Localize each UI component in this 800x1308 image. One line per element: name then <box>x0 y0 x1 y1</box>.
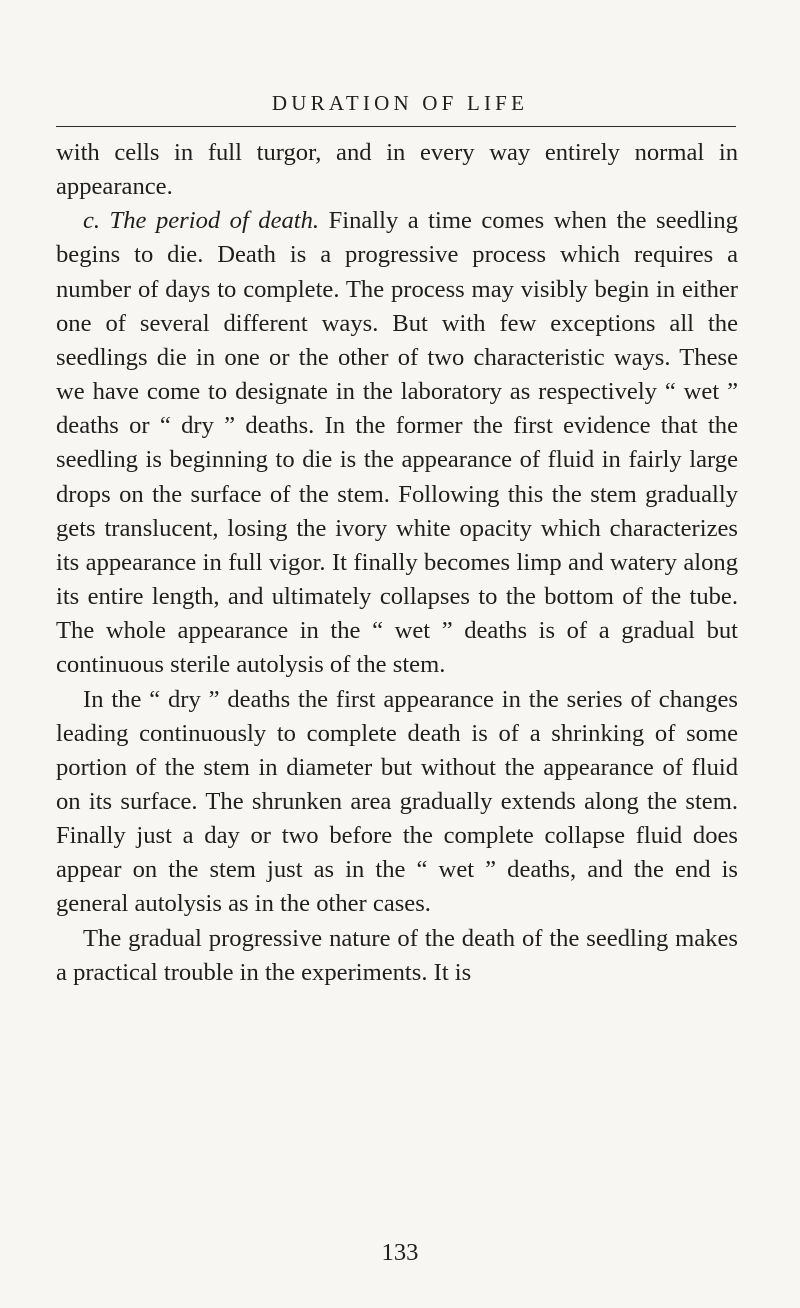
paragraph-dry-deaths <box>56 683 738 922</box>
paragraph-continuation <box>56 136 738 204</box>
body-text <box>56 136 738 990</box>
paragraph-period-of-death <box>56 204 738 682</box>
running-head: DURATION OF LIFE <box>271 91 529 115</box>
paragraph-gradual-progressive <box>56 922 738 990</box>
header-rule <box>56 126 736 127</box>
paragraph-text: with cells in full turgor, and in every way entirely normal in appearance. <box>56 139 738 201</box>
section-label: c. The period of death. <box>83 207 320 235</box>
paragraph-text: The gradual progressive nature of the death of the seedling makes a practical trouble in the experiments. It is <box>56 924 738 986</box>
page-number: 133 <box>381 1239 419 1266</box>
paragraph-text: Finally a time comes when the seedling begins to die. Death is a progressive process which requires a number of days to complete. The process may visibly begin in either one of several different ways. But with few exceptions all the seedlings die in one or the other of two characteristic ways. These we have come to designate in the laboratory as respectively “ wet ” deaths or “ dry ” deaths. In the former the first evidence that the seedling is beginning to die is the appearance of fluid in fairly large drops on the surface of the stem. Following this the stem gradually gets translucent, losing the ivory white opacity which characterizes its appearance in full vigor. It finally becomes limp and watery along its entire length, and ultimately collapses to the bottom of the tube. The whole appearance in the “ wet ” deaths is of a gradual but continuous sterile autolysis of the stem. <box>56 207 738 679</box>
paragraph-text: In the “ dry ” deaths the first appearance in the series of changes leading continuously to complete death is of a shrinking of some portion of the stem in diameter but without the appearance of fluid on its surface. The shrunken area gradually extends along the stem. Finally just a day or two before the complete collapse fluid does appear on the stem just as in the “ wet ” deaths, and the end is general autolysis as in the other cases. <box>56 685 738 918</box>
